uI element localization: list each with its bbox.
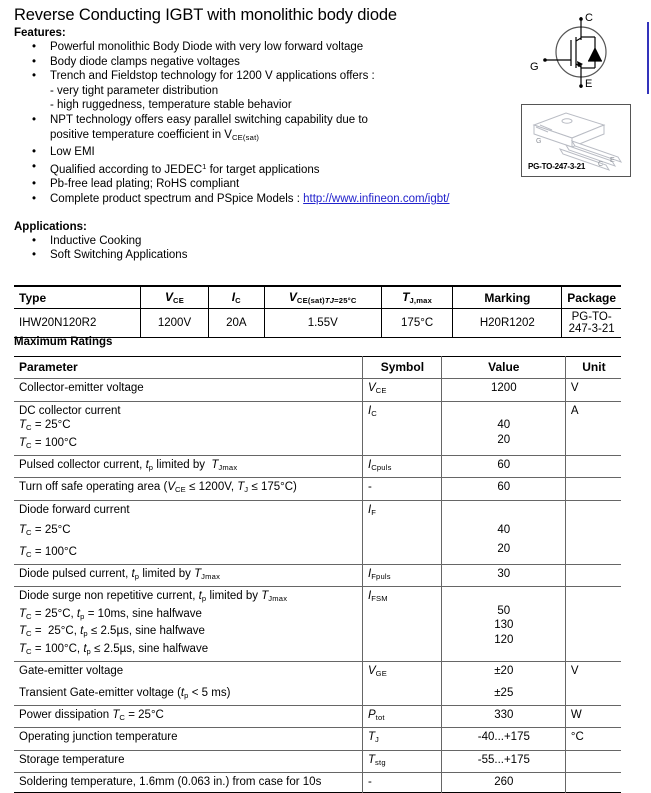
cell-symbol: $V_{CE}$ bbox=[362, 379, 441, 401]
features-list-cont bbox=[14, 113, 514, 128]
table-row bbox=[14, 379, 621, 401]
parameter-condition: $T_C = 100^\circ C$ bbox=[19, 436, 77, 450]
feature-text: Trench and Fieldstop technology for 1200 V applications offers : bbox=[50, 70, 375, 83]
feature-subline: - very tight parameter distribution bbox=[50, 84, 219, 97]
table-row bbox=[14, 587, 621, 662]
value-line: 20 bbox=[497, 433, 511, 446]
table-row bbox=[14, 750, 621, 772]
feature-text: Qualified according to JEDEC bbox=[50, 163, 203, 176]
cell-value: -55...+175 bbox=[441, 750, 565, 772]
table-row bbox=[14, 662, 621, 684]
cell-unit bbox=[565, 565, 621, 587]
cell-symbol: $T_J$ bbox=[362, 728, 441, 750]
bullet-icon: • bbox=[32, 70, 37, 83]
value-line: 40 bbox=[497, 524, 511, 537]
cell-tj-max: 175°C bbox=[381, 309, 453, 338]
table-row bbox=[14, 456, 621, 478]
table-row bbox=[14, 309, 621, 338]
cell-value: 260 bbox=[441, 773, 565, 792]
feature-text: NPT technology offers easy parallel switching capability due to bbox=[50, 113, 368, 126]
feature-text-tail: for target applications bbox=[206, 163, 320, 176]
cell-unit: V bbox=[565, 379, 621, 401]
cell-parameter: Power dissipation $T_C = 25^\circ C$ bbox=[14, 705, 362, 727]
cell-value: ±25 bbox=[441, 684, 565, 706]
cell-parameter: Transient Gate-emitter voltage ($t_p < 5$ ms) bbox=[19, 686, 231, 700]
table-header-row bbox=[14, 286, 621, 309]
application-item bbox=[14, 234, 514, 249]
col-header-tj-max: $T_{J,max}$ bbox=[381, 286, 453, 309]
table-row bbox=[14, 684, 621, 706]
cell-unit bbox=[565, 587, 621, 662]
value-line: 20 bbox=[497, 542, 511, 555]
footnote-marker: 1 bbox=[202, 161, 207, 171]
package-caption: PG-TO-247-3-21 bbox=[528, 162, 586, 171]
cell-unit bbox=[565, 456, 621, 478]
table-row bbox=[14, 773, 621, 792]
cell-unit: °C bbox=[565, 728, 621, 750]
col-header-vce-sat: $V_{CE(sat)TJ=25^\circ C}$ bbox=[264, 286, 381, 309]
bullet-icon: • bbox=[32, 249, 37, 262]
parameter-condition: $T_C = 25^\circ C$ bbox=[19, 524, 71, 538]
value-line: 120 bbox=[494, 633, 514, 646]
cell-unit: W bbox=[565, 705, 621, 727]
cell-symbol: $I_F$ bbox=[362, 500, 441, 564]
table-row bbox=[14, 728, 621, 750]
infineon-igbt-link[interactable]: http://www.infineon.com/igbt/ bbox=[303, 192, 450, 205]
page-edge-marker bbox=[647, 22, 649, 94]
cell-value bbox=[441, 401, 565, 455]
max-ratings-title: Maximum Ratings bbox=[14, 336, 113, 348]
feature-text: Powerful monolithic Body Diode with very low forward voltage bbox=[50, 41, 364, 53]
col-header-package: Package bbox=[562, 286, 621, 309]
cell-value: 1200 bbox=[441, 379, 565, 401]
cell-parameter bbox=[14, 500, 362, 564]
feature-item bbox=[14, 177, 514, 192]
features-label: Features: bbox=[14, 27, 66, 39]
table-header-row bbox=[14, 357, 621, 379]
table-row bbox=[14, 500, 621, 564]
cell-symbol bbox=[362, 684, 441, 706]
page-title: Reverse Conducting IGBT with monolithic body diode bbox=[14, 6, 397, 24]
cell-parameter: Pulsed collector current, $t_p$ limited by $T_{Jmax}$ bbox=[14, 456, 362, 478]
cell-parameter bbox=[14, 401, 362, 455]
type-overview-table bbox=[14, 285, 621, 338]
cell-ic: 20A bbox=[208, 309, 264, 338]
bullet-icon: • bbox=[32, 160, 37, 173]
cell-symbol: $V_{GE}$ bbox=[362, 662, 441, 684]
parameter-condition: $T_C = 25^\circ C$, $t_p \le 2.5\mu s$, sine halfwave bbox=[19, 625, 205, 639]
body-diode-icon bbox=[588, 47, 602, 61]
cell-symbol: - bbox=[362, 773, 441, 792]
feature-continuation-subscript: CE(sat) bbox=[231, 132, 260, 142]
feature-item bbox=[14, 69, 514, 84]
cell-value: 30 bbox=[441, 565, 565, 587]
feature-item bbox=[14, 40, 514, 55]
parameter-condition: $T_C = 100^\circ C$ bbox=[19, 545, 77, 559]
parameter-condition: $T_C = 25^\circ C$, $t_p = 10ms$, sine halfwave bbox=[19, 607, 202, 621]
features-list bbox=[14, 40, 514, 84]
cell-symbol: $P_{tot}$ bbox=[362, 705, 441, 727]
cell-marking: H20R1202 bbox=[453, 309, 562, 338]
applications-label: Applications: bbox=[14, 220, 87, 233]
cell-unit bbox=[565, 478, 621, 500]
cell-symbol: $I_C$ bbox=[362, 401, 441, 455]
feature-item bbox=[14, 160, 514, 178]
value-line: 40 bbox=[497, 419, 511, 432]
cell-package: PG-TO-247-3-21 bbox=[562, 309, 621, 338]
cell-parameter bbox=[14, 587, 362, 662]
cell-unit: A bbox=[565, 401, 621, 455]
parameter-condition: $T_C = 100^\circ C$, $t_p \le 2.5\mu s$, sine halfwave bbox=[19, 642, 209, 656]
col-header-unit: Unit bbox=[565, 357, 621, 379]
col-header-parameter: Parameter bbox=[19, 360, 78, 374]
cell-parameter: Soldering temperature, 1.6mm (0.063 in.) from case for 10s bbox=[14, 773, 362, 792]
bullet-icon: • bbox=[32, 178, 37, 191]
features-list-cont2 bbox=[14, 145, 514, 206]
bullet-icon: • bbox=[32, 192, 37, 205]
symbol-gate-label: G bbox=[530, 61, 539, 73]
feature-continuation bbox=[14, 128, 514, 146]
value-line: 50 bbox=[497, 604, 511, 617]
pin-label-e: E bbox=[610, 157, 615, 164]
col-header-value: Value bbox=[441, 357, 565, 379]
gate-terminal bbox=[543, 58, 547, 62]
feature-text: Body diode clamps negative voltages bbox=[50, 55, 240, 68]
col-header-type: Type bbox=[14, 286, 141, 309]
cell-type: IHW20N120R2 bbox=[14, 309, 141, 338]
col-header-symbol: Symbol bbox=[362, 357, 441, 379]
cell-parameter: Turn off safe operating area ($V_{CE} \le 1200V$, $T_J \le 175^\circ C$) bbox=[14, 478, 362, 500]
table-row bbox=[14, 705, 621, 727]
cell-symbol: $I_{FSM}$ bbox=[362, 587, 441, 662]
cell-parameter: Diode pulsed current, $t_p$ limited by $T_{Jmax}$ bbox=[14, 565, 362, 587]
cell-unit: V bbox=[565, 662, 621, 684]
cell-value bbox=[441, 500, 565, 564]
parameter-condition: $T_C = 25^\circ C$ bbox=[19, 419, 71, 433]
cell-symbol: $I_{Cpuls}$ bbox=[362, 456, 441, 478]
bullet-icon: • bbox=[32, 55, 37, 68]
emitter-terminal bbox=[579, 84, 583, 88]
cell-parameter: Gate-emitter voltage bbox=[14, 662, 362, 684]
cell-value: -40...+175 bbox=[441, 728, 565, 750]
igbt-symbol-graphic bbox=[523, 10, 641, 95]
bullet-icon: • bbox=[32, 113, 37, 126]
feature-item bbox=[14, 113, 514, 128]
cell-parameter: Operating junction temperature bbox=[14, 728, 362, 750]
pin-label-g: G bbox=[536, 138, 542, 145]
cell-symbol: $T_{stg}$ bbox=[362, 750, 441, 772]
col-header-marking: Marking bbox=[453, 286, 562, 309]
symbol-emitter-label: E bbox=[585, 78, 593, 90]
feature-item bbox=[14, 192, 514, 207]
applications-section bbox=[14, 220, 514, 263]
cell-value: 60 bbox=[441, 456, 565, 478]
application-text: Soft Switching Applications bbox=[50, 249, 188, 262]
cell-vce-sat: 1.55V bbox=[264, 309, 381, 338]
cell-value bbox=[441, 587, 565, 662]
package-image-box bbox=[521, 104, 631, 177]
parameter-main: Diode surge non repetitive current, $t_p$ limited by $T_{Jmax}$ bbox=[19, 590, 288, 604]
feature-text: Complete product spectrum and PSpice Models : bbox=[50, 192, 304, 205]
feature-subline: - high ruggedness, temperature stable behavior bbox=[50, 99, 292, 112]
table-row bbox=[14, 478, 621, 500]
feature-text: Pb-free lead plating; RoHS compliant bbox=[50, 178, 240, 191]
symbol-collector-label: C bbox=[585, 12, 593, 24]
bullet-icon: • bbox=[32, 146, 37, 159]
feature-text: Low EMI bbox=[50, 146, 95, 159]
cell-vce: 1200V bbox=[141, 309, 209, 338]
value-line: 130 bbox=[494, 619, 514, 632]
pin-label-c: C bbox=[598, 161, 604, 168]
col-header-vce: $V_{CE}$ bbox=[141, 286, 209, 309]
cell-unit bbox=[565, 500, 621, 564]
feature-continuation-text: positive temperature coefficient in V bbox=[50, 128, 232, 141]
col-header-ic: $I_C$ bbox=[208, 286, 264, 309]
cell-value: 60 bbox=[441, 478, 565, 500]
max-ratings-table bbox=[14, 356, 621, 793]
feature-item bbox=[14, 145, 514, 160]
cell-parameter: Storage temperature bbox=[14, 750, 362, 772]
feature-item bbox=[14, 55, 514, 70]
parameter-main: DC collector current bbox=[19, 404, 121, 417]
cell-parameter: Collector-emitter voltage bbox=[14, 379, 362, 401]
header-section bbox=[14, 6, 514, 263]
cell-unit bbox=[565, 750, 621, 772]
bullet-icon: • bbox=[32, 234, 37, 247]
application-text: Inductive Cooking bbox=[50, 234, 142, 247]
collector-terminal bbox=[579, 17, 583, 21]
table-row bbox=[14, 401, 621, 455]
cell-symbol: $I_{Fpuls}$ bbox=[362, 565, 441, 587]
parameter-main: Diode forward current bbox=[19, 503, 130, 516]
igbt-symbol-svg bbox=[523, 10, 641, 95]
cell-unit bbox=[565, 684, 621, 706]
cell-value: ±20 bbox=[441, 662, 565, 684]
bullet-icon: • bbox=[32, 41, 37, 53]
applications-list bbox=[14, 234, 514, 263]
cell-unit bbox=[565, 773, 621, 792]
cell-value: 330 bbox=[441, 705, 565, 727]
application-item bbox=[14, 248, 514, 263]
cell-symbol: - bbox=[362, 478, 441, 500]
table-row bbox=[14, 565, 621, 587]
